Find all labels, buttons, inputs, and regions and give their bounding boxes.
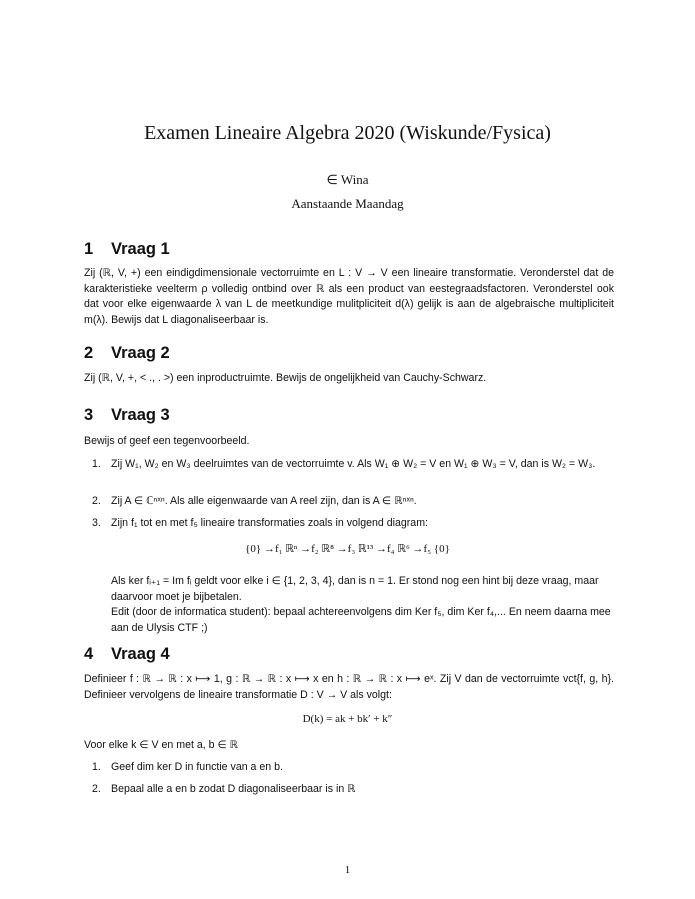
- list-item-text: Bepaal alle a en b zodat D diagonaliseerbaar is in ℝ: [111, 783, 356, 795]
- section-4-body: Definieer f : ℝ → ℝ : x ⟼ 1, g : ℝ → ℝ : x ⟼ x en h : ℝ → ℝ : x ⟼ eˣ. Zij V dan de vectorruimte vct{f, g, h}. Definieer vervolgens de lineaire transformatie D : V → V als volgt:: [84, 673, 614, 701]
- list-item-text: Edit (door de informatica student): bepaal achtereenvolgens dim Ker f₅, dim Ker f₄,... En neem daarna mee aan de Ulysis CTF ;): [111, 606, 611, 634]
- list-item: [84, 782, 614, 798]
- list-item-number: 1.: [92, 458, 101, 470]
- section-4-after: Voor elke k ∈ V en met a, b ∈ ℝ: [84, 739, 239, 751]
- page-number: 1: [344, 864, 351, 876]
- section-heading-2: [84, 344, 170, 363]
- section-number: 4: [84, 645, 94, 663]
- list-item: [84, 494, 614, 510]
- list-item: [84, 516, 614, 532]
- section-number: 2: [84, 344, 94, 362]
- display-equation: D(k) = ak + bk′ + k″: [302, 713, 393, 725]
- list-item-continuation: [84, 605, 614, 636]
- list-item-number: 1.: [92, 761, 101, 773]
- list-item: [84, 760, 614, 776]
- list-item-number: 2.: [92, 495, 101, 507]
- list-item-number: 2.: [92, 783, 101, 795]
- section-heading-3: [84, 406, 170, 425]
- list-item-text: Geef dim ker D in functie van a en b.: [111, 761, 283, 773]
- list-item-continuation: [84, 574, 614, 605]
- document-date: Aanstaande Maandag: [291, 196, 404, 211]
- section-title: Vraag 4: [111, 645, 170, 663]
- section-number: 3: [84, 406, 94, 424]
- section-title: Vraag 2: [111, 344, 170, 362]
- list-item-text: Zij A ∈ ℂⁿˣⁿ. Als alle eigenwaarde van A reel zijn, dan is A ∈ ℝⁿˣⁿ.: [111, 495, 417, 507]
- section-heading-4: [84, 645, 170, 664]
- document-author: ∈ Wina: [326, 172, 369, 187]
- section-2-body: Zij (ℝ, V, +, < ., . >) een inproductruimte. Bewijs de ongelijkheid van Cauchy-Schwarz.: [84, 372, 487, 384]
- list-item-text: Als ker fᵢ₊₁ = Im fᵢ geldt voor elke i ∈ {1, 2, 3, 4}, dan is n = 1. Er stond nog een hint bij deze vraag, maar daarvoor moet je bijbetalen.: [111, 575, 599, 603]
- section-1-body: Zij (ℝ, V, +) een eindigdimensionale vectorruimte en L : V → V een lineaire transformatie. Veronderstel dat de karakteristieke veelterm ρ volledig ontbind over ℝ als een product van eestegraadsfactoren. Veronderstel ook dat voor elke eigenwaarde λ van L de meetkundige mulitpliciteit d(λ) gelijk is aan de algebraische multipliciteit m(λ). Bewijs dat L diagonaliseerbaar is.: [84, 267, 614, 326]
- list-item-text: Zijn f₁ tot en met f₅ lineaire transformaties zoals in volgend diagram:: [111, 517, 428, 529]
- section-3-intro: Bewijs of geef een tegenvoorbeeld.: [84, 435, 250, 447]
- exact-sequence-diagram: {0} →f₁ ℝⁿ →f₂ ℝ⁸ →f₃ ℝ¹³ →f₄ ℝ⁶ →f₅ {0}: [245, 543, 450, 555]
- section-number: 1: [84, 240, 94, 258]
- section-title: Vraag 1: [111, 240, 170, 258]
- list-item-text: Zij W₁, W₂ en W₃ deelruimtes van de vectorruimte v. Als W₁ ⊕ W₂ = V en W₁ ⊕ W₃ = V, dan is W₂ = W₃.: [111, 458, 596, 470]
- list-item-number: 3.: [92, 517, 101, 529]
- section-title: Vraag 3: [111, 406, 170, 424]
- list-item: [84, 457, 614, 473]
- document-title: Examen Lineaire Algebra 2020 (Wiskunde/Fysica): [144, 122, 551, 144]
- section-heading-1: [84, 240, 170, 259]
